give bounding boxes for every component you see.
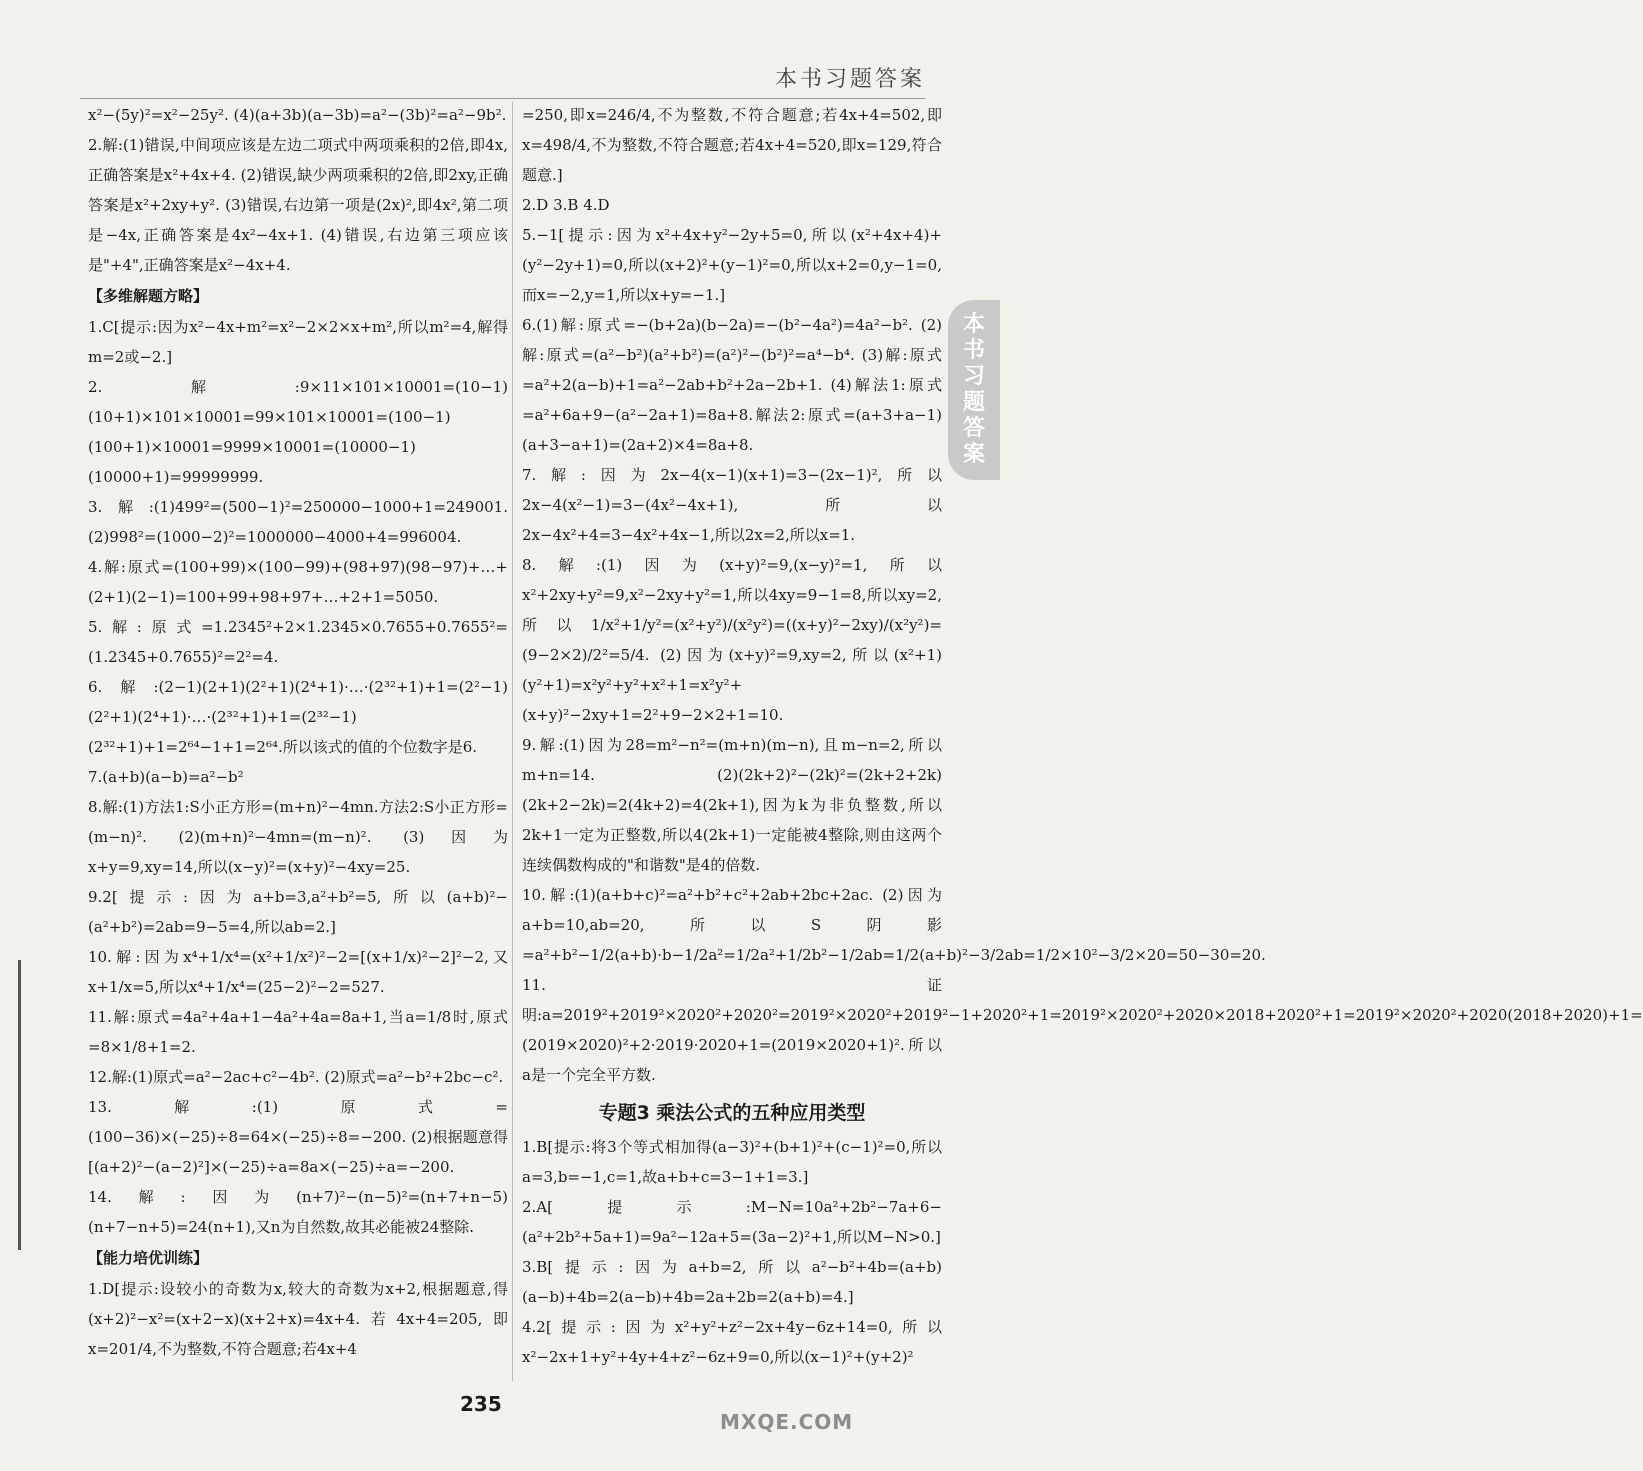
answer-paragraph: 4.2[提示:因为x²+y²+z²−2x+4y−6z+14=0,所以x²−2x+1+y²+4y+4+z²−6z+9=0,所以(x−1)²+(y+2)² (522, 1318, 942, 1366)
answer-paragraph: 7.解:因为2x−4(x−1)(x+1)=3−(2x−1)²,所以2x−4(x²−1)=3−(4x²−4x+1),所以2x−4x²+4=3−4x²+4x−1,所以2x=2,所以x=1. (522, 466, 942, 544)
answer-paragraph: 7.(a+b)(a−b)=a²−b² (88, 768, 244, 786)
answer-paragraph: 9.2[提示:因为a+b=3,a²+b²=5,所以(a+b)²−(a²+b²)=2ab=9−5=4,所以ab=2.] (88, 888, 508, 936)
side-tab-char: 答 (962, 416, 985, 441)
answer-paragraph: 10.解:因为x⁴+1/x⁴=(x²+1/x²)²−2=[(x+1/x)²−2]²−2,又x+1/x=5,所以x⁴+1/x⁴=(25−2)²−2=527. (88, 948, 508, 996)
answer-paragraph: 2.D 3.B 4.D (522, 196, 610, 214)
side-tab (948, 300, 1000, 480)
answer-paragraph: x²−(5y)²=x²−25y². (4)(a+3b)(a−3b)=a²−(3b)²=a²−9b². (88, 106, 507, 124)
side-tab-char: 书 (962, 338, 985, 363)
page-header-title: 本书习题答案 (774, 67, 925, 92)
section-heading: 【能力培优训练】 (88, 1249, 209, 1267)
side-tab-char: 案 (962, 442, 985, 467)
answer-paragraph: 14.解:因为(n+7)²−(n−5)²=(n+7+n−5)(n+7−n+5)=24(n+1),又n为自然数,故其必能被24整除. (88, 1188, 508, 1236)
answer-paragraph: 12.解:(1)原式=a²−2ac+c²−4b². (2)原式=a²−b²+2bc−c². (88, 1068, 504, 1086)
header-rule (80, 98, 925, 99)
section-heading: 【多维解题方略】 (88, 287, 209, 305)
answer-paragraph: 2.解:9×11×101×10001=(10−1)(10+1)×101×10001=99×101×10001=(100−1)(100+1)×10001=9999×10001=(10000−1)(10000+1)=99999999. (88, 378, 508, 486)
answer-paragraph: 13.解:(1)原式=(100−36)×(−25)÷8=64×(−25)÷8=−200. (2)根据题意得[(a+2)²−(a−2)²]×(−25)÷a=8a×(−25)÷a=−200. (88, 1098, 508, 1176)
answer-paragraph: 1.B[提示:将3个等式相加得(a−3)²+(b+1)²+(c−1)²=0,所以a=3,b=−1,c=1,故a+b+c=3−1+1=3.] (522, 1138, 942, 1186)
watermark: MXQE.COM (720, 1410, 854, 1434)
answer-paragraph: 11.证明:a=2019²+2019²×2020²+2020²=2019²×2020²+2019²−1+2020²+1=2019²×2020²+2020×2018+2020²+1=2019²×2020²+2020(2018+2020)+1=(2019×2020)²+2·2019·2020+1=(2019×2020+1)².所以a是一个完全平方数. (522, 976, 1643, 1084)
answer-paragraph: 1.D[提示:设较小的奇数为x,较大的奇数为x+2,根据题意,得(x+2)²−x²=(x+2−x)(x+2+x)=4x+4.若4x+4=205,即x=201/4,不为整数,不符合题意;若4x+4 (88, 1280, 508, 1358)
left-column (88, 100, 508, 1364)
side-tab-char: 题 (962, 390, 985, 415)
margin-mark (18, 960, 21, 1250)
answer-paragraph: 2.解:(1)错误,中间项应该是左边二项式中两项乘积的2倍,即4x,正确答案是x²+4x+4. (2)错误,缺少两项乘积的2倍,即2xy,正确答案是x²+2xy+y². (3)错误,右边第一项是(2x)²,即4x²,第二项是−4x,正确答案是4x²−4x+1. (4)错误,右边第三项应该是"+4",正确答案是x²−4x+4. (88, 136, 508, 274)
answer-paragraph: 3.B[提示:因为a+b=2,所以a²−b²+4b=(a+b)(a−b)+4b=2(a−b)+4b=2a+2b=2(a+b)=4.] (522, 1258, 942, 1306)
answer-paragraph: 10.解:(1)(a+b+c)²=a²+b²+c²+2ab+2bc+2ac. (2)因为a+b=10,ab=20,所以S阴影=a²+b²−1/2(a+b)·b−1/2a²=1/2a²+1/2b²−1/2ab=1/2(a+b)²−3/2ab=1/2×10²−3/2×20=50−30=20. (522, 886, 1266, 964)
answer-paragraph: 11.解:原式=4a²+4a+1−4a²+4a=8a+1,当a=1/8时,原式=8×1/8+1=2. (88, 1008, 508, 1056)
answer-paragraph: 4.解:原式=(100+99)×(100−99)+(98+97)(98−97)+…+(2+1)(2−1)=100+99+98+97+…+2+1=5050. (88, 558, 508, 606)
answer-paragraph: 9.解:(1)因为28=m²−n²=(m+n)(m−n),且m−n=2,所以m+n=14. (2)(2k+2)²−(2k)²=(2k+2+2k)(2k+2−2k)=2(4k+2)=4(2k+1),因为k为非负整数,所以2k+1一定为正整数,所以4(2k+1)一定能被4整除,则由这两个连续偶数构成的"和谐数"是4的倍数. (522, 736, 942, 874)
right-column (522, 100, 1643, 1372)
answer-paragraph: 2.A[提示:M−N=10a²+2b²−7a+6−(a²+2b²+5a+1)=9a²−12a+5=(3a−2)²+1,所以M−N>0.] (522, 1198, 942, 1246)
answer-paragraph: 8.解:(1)方法1:S小正方形=(m+n)²−4mn.方法2:S小正方形=(m−n)². (2)(m+n)²−4mn=(m−n)². (3)因为x+y=9,xy=14,所以(x−y)²=(x+y)²−4xy=25. (88, 798, 508, 876)
topic-title: 专题3 乘法公式的五种应用类型 (598, 1102, 866, 1124)
answer-paragraph: =250,即x=246/4,不为整数,不符合题意;若4x+4=502,即x=498/4,不为整数,不符合题意;若4x+4=520,即x=129,符合题意.] (522, 106, 942, 184)
answer-paragraph: 5.−1[提示:因为x²+4x+y²−2y+5=0,所以(x²+4x+4)+(y²−2y+1)=0,所以(x+2)²+(y−1)²=0,所以x+2=0,y−1=0,而x=−2,y=1,所以x+y=−1.] (522, 226, 942, 304)
answer-paragraph: 3.解:(1)499²=(500−1)²=250000−1000+1=249001. (2)998²=(1000−2)²=1000000−4000+4=996004. (88, 498, 508, 546)
answer-paragraph: 8.解:(1)因为(x+y)²=9,(x−y)²=1,所以x²+2xy+y²=9,x²−2xy+y²=1,所以4xy=9−1=8,所以xy=2,所以1/x²+1/y²=(x²+y²)/(x²y²)=((x+y)²−2xy)/(x²y²)=(9−2×2)/2²=5/4. (2)因为(x+y)²=9,xy=2,所以(x²+1)(y²+1)=x²y²+y²+x²+1=x²y²+(x+y)²−2xy+1=2²+9−2×2+1=10. (522, 556, 942, 724)
side-tab-char: 本 (962, 312, 985, 337)
column-divider (512, 102, 513, 1381)
side-tab-char: 习 (962, 364, 985, 389)
answer-paragraph: 6.解:(2−1)(2+1)(2²+1)(2⁴+1)·…·(2³²+1)+1=(2²−1)(2²+1)(2⁴+1)·…·(2³²+1)+1=(2³²−1)(2³²+1)+1=2⁶⁴−1+1=2⁶⁴.所以该式的值的个位数字是6. (88, 678, 508, 756)
answer-paragraph: 1.C[提示:因为x²−4x+m²=x²−2×2×x+m²,所以m²=4,解得m=2或−2.] (88, 318, 508, 366)
answer-paragraph: 6.(1)解:原式=−(b+2a)(b−2a)=−(b²−4a²)=4a²−b². (2)解:原式=(a²−b²)(a²+b²)=(a²)²−(b²)²=a⁴−b⁴. (3)解:原式=a²+2(a−b)+1=a²−2ab+b²+2a−2b+1. (4)解法1:原式=a²+6a+9−(a²−2a+1)=8a+8.解法2:原式=(a+3+a−1)(a+3−a+1)=(2a+2)×4=8a+8. (522, 316, 942, 454)
page-number: 235 (460, 1392, 502, 1416)
answer-paragraph: 5.解:原式=1.2345²+2×1.2345×0.7655+0.7655²=(1.2345+0.7655)²=2²=4. (88, 618, 508, 666)
